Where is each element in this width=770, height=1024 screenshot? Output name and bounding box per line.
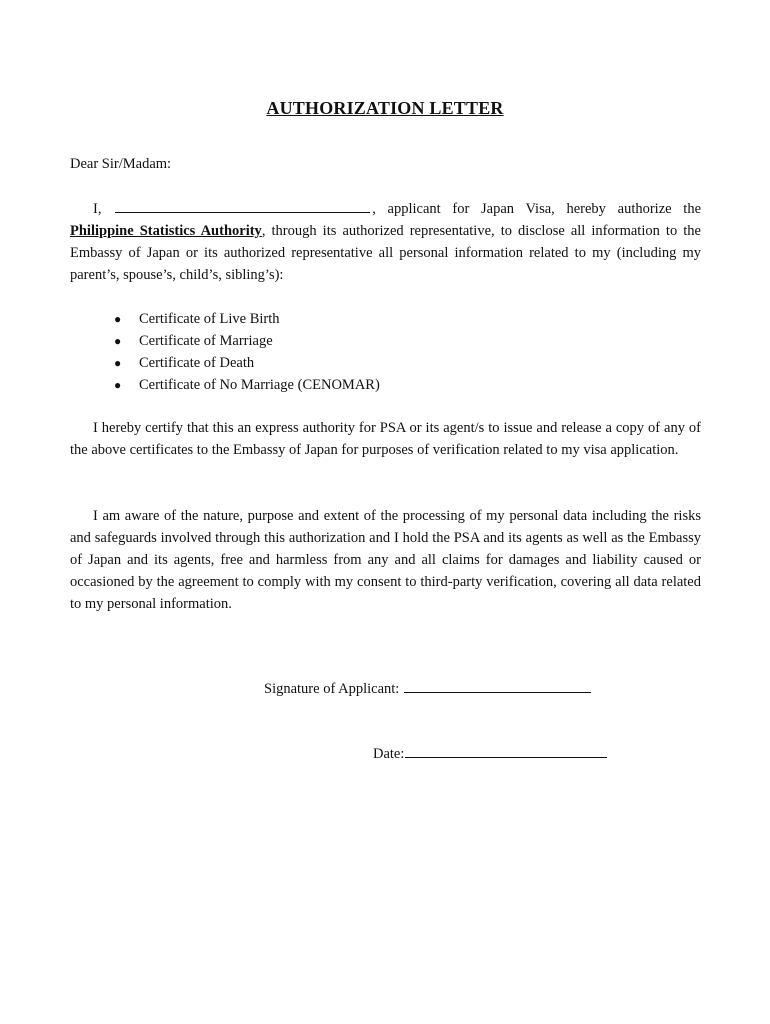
- paragraph-after-blank: , applicant for Japan Visa, hereby authorize the: [372, 201, 702, 217]
- date-label: Date:: [373, 746, 405, 762]
- bullet-icon: ●: [114, 378, 122, 392]
- signature-label: Signature of Applicant:: [264, 681, 400, 697]
- paragraph-start: I,: [93, 201, 102, 217]
- certification-paragraph: I hereby certify that this an express authority for PSA or its agent/s to issue and release a copy of any of the above certificates to the Embassy of Japan for purposes of verification related to my visa application.: [70, 420, 701, 458]
- authorization-paragraph: [70, 198, 701, 286]
- salutation: Dear Sir/Madam:: [70, 156, 172, 172]
- bullet-icon: ●: [114, 334, 122, 348]
- signature-row: [264, 680, 591, 698]
- bullet-icon: ●: [114, 312, 122, 326]
- psa-name: Philippine Statistics Authority: [70, 223, 262, 239]
- list-item: ● Certificate of Live Birth: [112, 308, 380, 330]
- letter-title: AUTHORIZATION LETTER: [266, 98, 504, 118]
- list-item: ● Certificate of Marriage: [112, 330, 380, 352]
- list-item: ● Certificate of Death: [112, 352, 380, 374]
- awareness-paragraph: I am aware of the nature, purpose and extent of the processing of my personal data including the risks and safeguards involved through this authorization and I hold the PSA and its agents as well as the Embassy of Japan and its agents, free and harmless from any and all claims for damages and liability caused or occasioned by the agreement to comply with my consent to third-party verification, covering all data related to my personal information.: [70, 508, 701, 612]
- certificate-list: [112, 308, 380, 396]
- paragraph-rest: , through its authorized representative, to disclose all information to the Embassy of Japan or its authorized representative all personal information related to my (including my parent’s, spouse’s, child’s, sibling’s):: [70, 223, 701, 283]
- applicant-name-blank: [115, 200, 370, 213]
- signature-blank: [404, 680, 591, 693]
- bullet-icon: ●: [114, 356, 122, 370]
- date-blank: [405, 745, 607, 758]
- list-item: ● Certificate of No Marriage (CENOMAR): [112, 374, 380, 396]
- date-row: [373, 745, 607, 763]
